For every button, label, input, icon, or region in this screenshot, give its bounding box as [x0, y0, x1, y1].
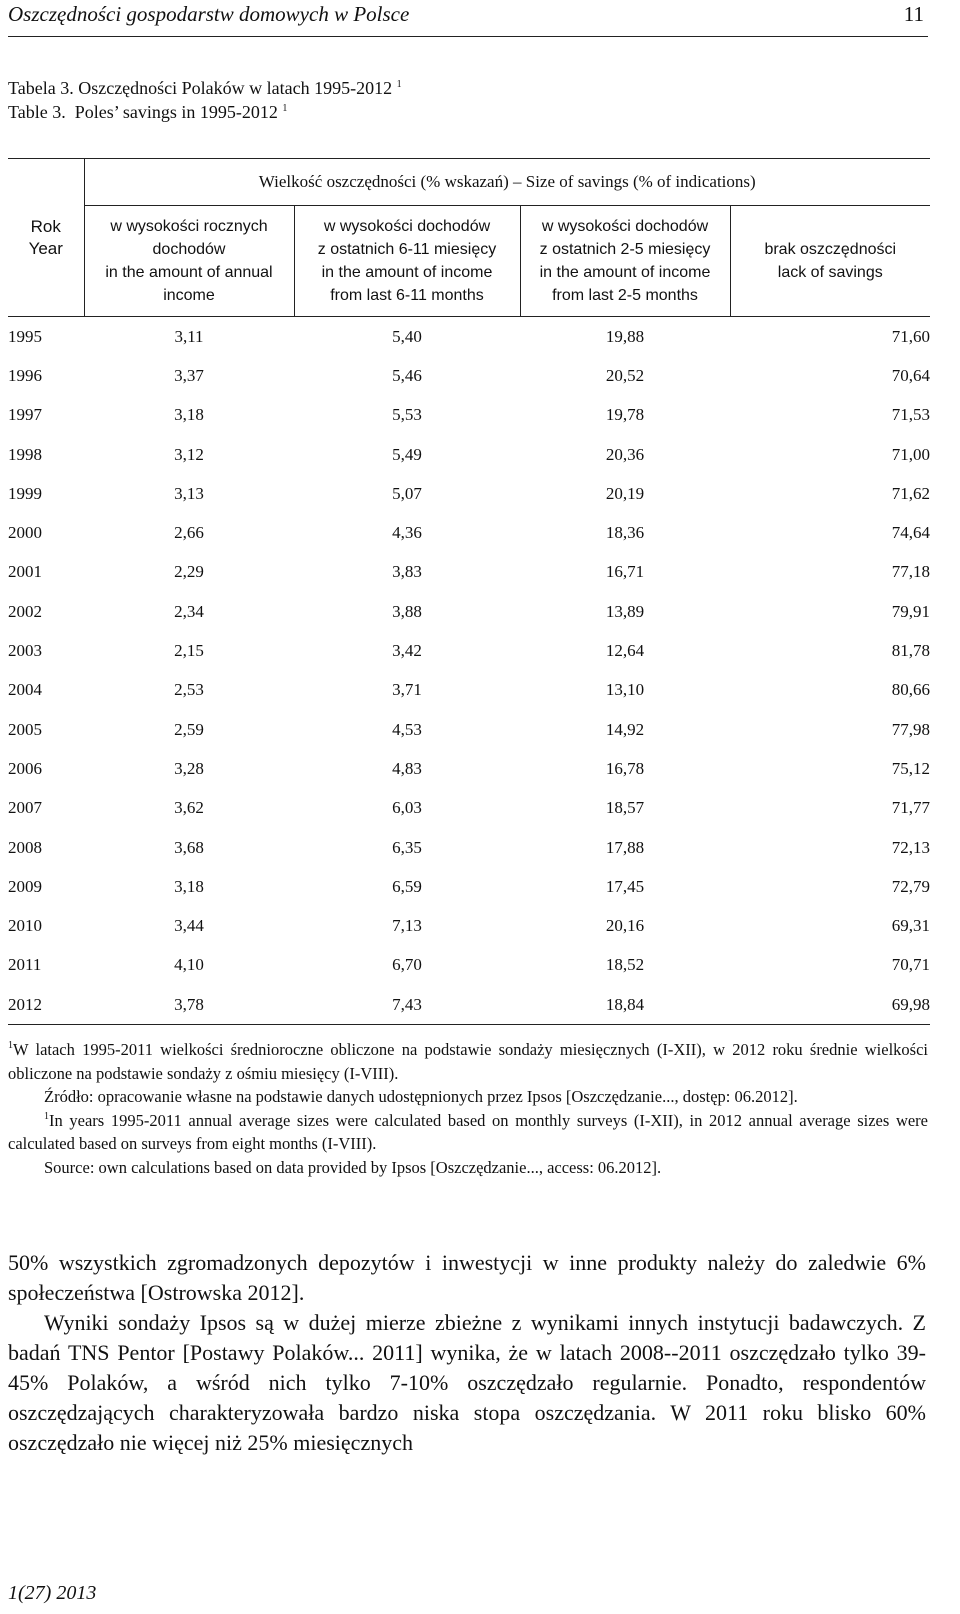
months-6-11-cell: 3,88: [392, 601, 422, 621]
year-cell: 2004: [8, 680, 42, 700]
year-cell: 2007: [8, 798, 42, 818]
no-savings-cell: 71,00: [891, 444, 930, 464]
months-2-5-cell: 19,88: [605, 326, 645, 346]
annual-cell: 3,44: [174, 916, 204, 936]
year-cell: 1996: [8, 365, 42, 385]
annual-cell: 3,68: [174, 837, 204, 857]
months-2-5-cell: 17,88: [605, 837, 645, 857]
year-cell: 2003: [8, 641, 42, 661]
months-2-5-cell: 14,92: [605, 719, 645, 739]
year-cell: 2005: [8, 719, 42, 739]
no-savings-cell: 79,91: [891, 601, 930, 621]
column-header-6-11-months: w wysokości dochodów z ostatnich 6-11 miesięcy in the amount of income from last 6-11 months: [294, 206, 520, 317]
body-text: [8, 1248, 926, 1458]
table-body: [8, 317, 930, 1025]
no-savings-cell: 69,98: [730, 985, 930, 1025]
no-savings-cell: 80,66: [891, 680, 930, 700]
months-6-11-cell: 4,53: [392, 719, 422, 739]
body-paragraph-1: 50% wszystkich zgromadzonych depozytów i inwestycji w inne produkty należy do zaledwie 6% społeczeństwa [Ostrowska 2012].: [8, 1250, 926, 1305]
page-number: 11: [903, 2, 924, 26]
table-row: [8, 631, 930, 670]
months-6-11-cell: 7,13: [392, 916, 422, 936]
issue-number: 1(27) 2013: [8, 1582, 97, 1604]
months-6-11-cell: 4,83: [392, 758, 422, 778]
annual-cell: 3,11: [174, 326, 204, 346]
no-savings-cell: 71,60: [891, 326, 930, 346]
months-2-5-cell: 20,52: [605, 365, 645, 385]
months-2-5-cell: 16,78: [605, 758, 645, 778]
annual-cell: 2,15: [174, 641, 204, 661]
months-6-11-cell: 6,03: [392, 798, 422, 818]
year-cell: 2010: [8, 916, 42, 936]
months-6-11-cell: 7,43: [294, 985, 520, 1025]
source-en: Source: own calculations based on data provided by Ipsos [Oszczędzanie..., access: 06.2012].: [44, 1157, 662, 1177]
table-row: [8, 906, 930, 945]
months-2-5-cell: 17,45: [605, 876, 645, 896]
group-header: Wielkość oszczędności (% wskazań) – Size of savings (% of indications): [84, 159, 930, 206]
year-cell: 2002: [8, 601, 42, 621]
annual-cell: 3,18: [174, 405, 204, 425]
annual-cell: 3,18: [174, 876, 204, 896]
months-2-5-cell: 18,36: [605, 523, 645, 543]
column-header-2-5-months: w wysokości dochodów z ostatnich 2-5 miesięcy in the amount of income from last 2-5 months: [520, 206, 730, 317]
no-savings-cell: 77,18: [891, 562, 930, 582]
annual-cell: 3,37: [174, 365, 204, 385]
table-caption: [8, 76, 402, 124]
months-2-5-cell: 19,78: [605, 405, 645, 425]
no-savings-cell: 71,77: [891, 798, 930, 818]
no-savings-cell: 69,31: [891, 916, 930, 936]
table-notes: [8, 1038, 928, 1180]
year-column-header: Rok Year: [8, 159, 84, 317]
table-row: [8, 828, 930, 867]
year-cell: 2009: [8, 876, 42, 896]
months-2-5-cell: 20,16: [605, 916, 645, 936]
months-2-5-cell: 20,19: [605, 483, 645, 503]
months-2-5-cell: 18,84: [520, 985, 730, 1025]
column-header-no-savings: brak oszczędności lack of savings: [730, 206, 930, 317]
running-title: Oszczędności gospodarstw domowych w Polsce: [8, 2, 410, 26]
page-header: [8, 0, 928, 37]
table-row: [8, 435, 930, 474]
table-row: [8, 592, 930, 631]
no-savings-cell: 77,98: [891, 719, 930, 739]
table-row: [8, 317, 930, 357]
table-row: [8, 985, 930, 1025]
table-row: [8, 513, 930, 552]
annual-cell: 2,59: [174, 719, 204, 739]
months-6-11-cell: 3,71: [392, 680, 422, 700]
table-row: [8, 946, 930, 985]
no-savings-cell: 81,78: [891, 641, 930, 661]
year-cell: 1995: [8, 326, 42, 346]
months-2-5-cell: 13,89: [605, 601, 645, 621]
caption-en: Table 3. Poles’ savings in 1995-2012 $^1$: [8, 102, 288, 122]
table-row: [8, 474, 930, 513]
months-2-5-cell: 20,36: [605, 444, 645, 464]
annual-cell: 3,13: [174, 483, 204, 503]
no-savings-cell: 75,12: [891, 758, 930, 778]
year-cell: 1999: [8, 483, 42, 503]
months-2-5-cell: 18,52: [605, 955, 645, 975]
annual-cell: 3,62: [174, 798, 204, 818]
months-6-11-cell: 3,42: [392, 641, 422, 661]
body-paragraph-2: Wyniki sondaży Ipsos są w dużej mierze zbieżne z wynikami innych instytucji badawczych. Z badań TNS Pentor [Postawy Polaków... 2011] wynika, że w latach 2008--2011 oszczędzało tylko 39-45% Polaków, a wśród nich tylko 7-10% oszczędzało regularnie. Ponadto, respondentów oszczędzających charakteryzowała bardzo niska stopa oszczędzania. W 2011 roku blisko 60% oszczędzało nie więcej niż 25% miesięcznych: [8, 1310, 926, 1455]
annual-cell: 2,66: [174, 523, 204, 543]
year-cell: 2011: [8, 955, 42, 975]
no-savings-cell: 70,64: [891, 365, 930, 385]
annual-cell: 3,78: [84, 985, 294, 1025]
months-2-5-cell: 13,10: [605, 680, 645, 700]
year-cell: 2012: [8, 985, 84, 1025]
months-6-11-cell: 5,46: [392, 365, 422, 385]
months-6-11-cell: 6,35: [392, 837, 422, 857]
year-cell: 2008: [8, 837, 42, 857]
no-savings-cell: 72,79: [891, 876, 930, 896]
months-6-11-cell: 6,59: [392, 876, 422, 896]
months-6-11-cell: 5,40: [392, 326, 422, 346]
annual-cell: 3,28: [174, 758, 204, 778]
table-row: [8, 396, 930, 435]
year-cell: 2006: [8, 758, 42, 778]
table-row: [8, 553, 930, 592]
year-cell: 1998: [8, 444, 42, 464]
year-cell: 2000: [8, 523, 42, 543]
months-2-5-cell: 18,57: [605, 798, 645, 818]
caption-pl: Tabela 3. Oszczędności Polaków w latach 1995-2012 $^1$: [8, 78, 402, 98]
months-6-11-cell: 5,07: [392, 483, 422, 503]
no-savings-cell: 71,53: [891, 405, 930, 425]
no-savings-cell: 72,13: [891, 837, 930, 857]
annual-cell: 2,29: [174, 562, 204, 582]
savings-table: [8, 158, 930, 1025]
table-row: [8, 789, 930, 828]
months-6-11-cell: 5,49: [392, 444, 422, 464]
no-savings-cell: 74,64: [891, 523, 930, 543]
annual-cell: 3,12: [174, 444, 204, 464]
note-pl: $^1$W latach 1995-2011 wielkości średnioroczne obliczone na podstawie sondaży miesięcznych (I-XII), w 2012 roku średnie wielkości obliczone na podstawie sondaży z ośmiu miesięcy (I-VIII).: [8, 1040, 928, 1083]
note-en: $^1$In years 1995-2011 annual average sizes were calculated based on monthly surveys (I-XII), in 2012 annual average sizes were calculated based on surveys from eight months (I-VIII).: [8, 1110, 928, 1154]
source-pl: Źródło: opracowanie własne na podstawie danych udostępnionych przez Ipsos [Oszczędzanie..., dostęp: 06.2012].: [44, 1087, 798, 1107]
no-savings-cell: 70,71: [891, 955, 930, 975]
no-savings-cell: 71,62: [891, 483, 930, 503]
table-row: [8, 671, 930, 710]
annual-cell: 2,34: [174, 601, 204, 621]
column-header-annual: w wysokości rocznych dochodów in the amount of annual income: [84, 206, 294, 317]
year-cell: 2001: [8, 562, 42, 582]
year-cell: 1997: [8, 405, 42, 425]
months-6-11-cell: 3,83: [392, 562, 422, 582]
table-row: [8, 867, 930, 906]
months-2-5-cell: 12,64: [605, 641, 645, 661]
months-6-11-cell: 4,36: [392, 523, 422, 543]
annual-cell: 4,10: [174, 955, 204, 975]
months-6-11-cell: 5,53: [392, 405, 422, 425]
months-6-11-cell: 6,70: [392, 955, 422, 975]
table-row: [8, 356, 930, 395]
annual-cell: 2,53: [174, 680, 204, 700]
months-2-5-cell: 16,71: [605, 562, 645, 582]
table-row: [8, 749, 930, 788]
table-row: [8, 710, 930, 749]
